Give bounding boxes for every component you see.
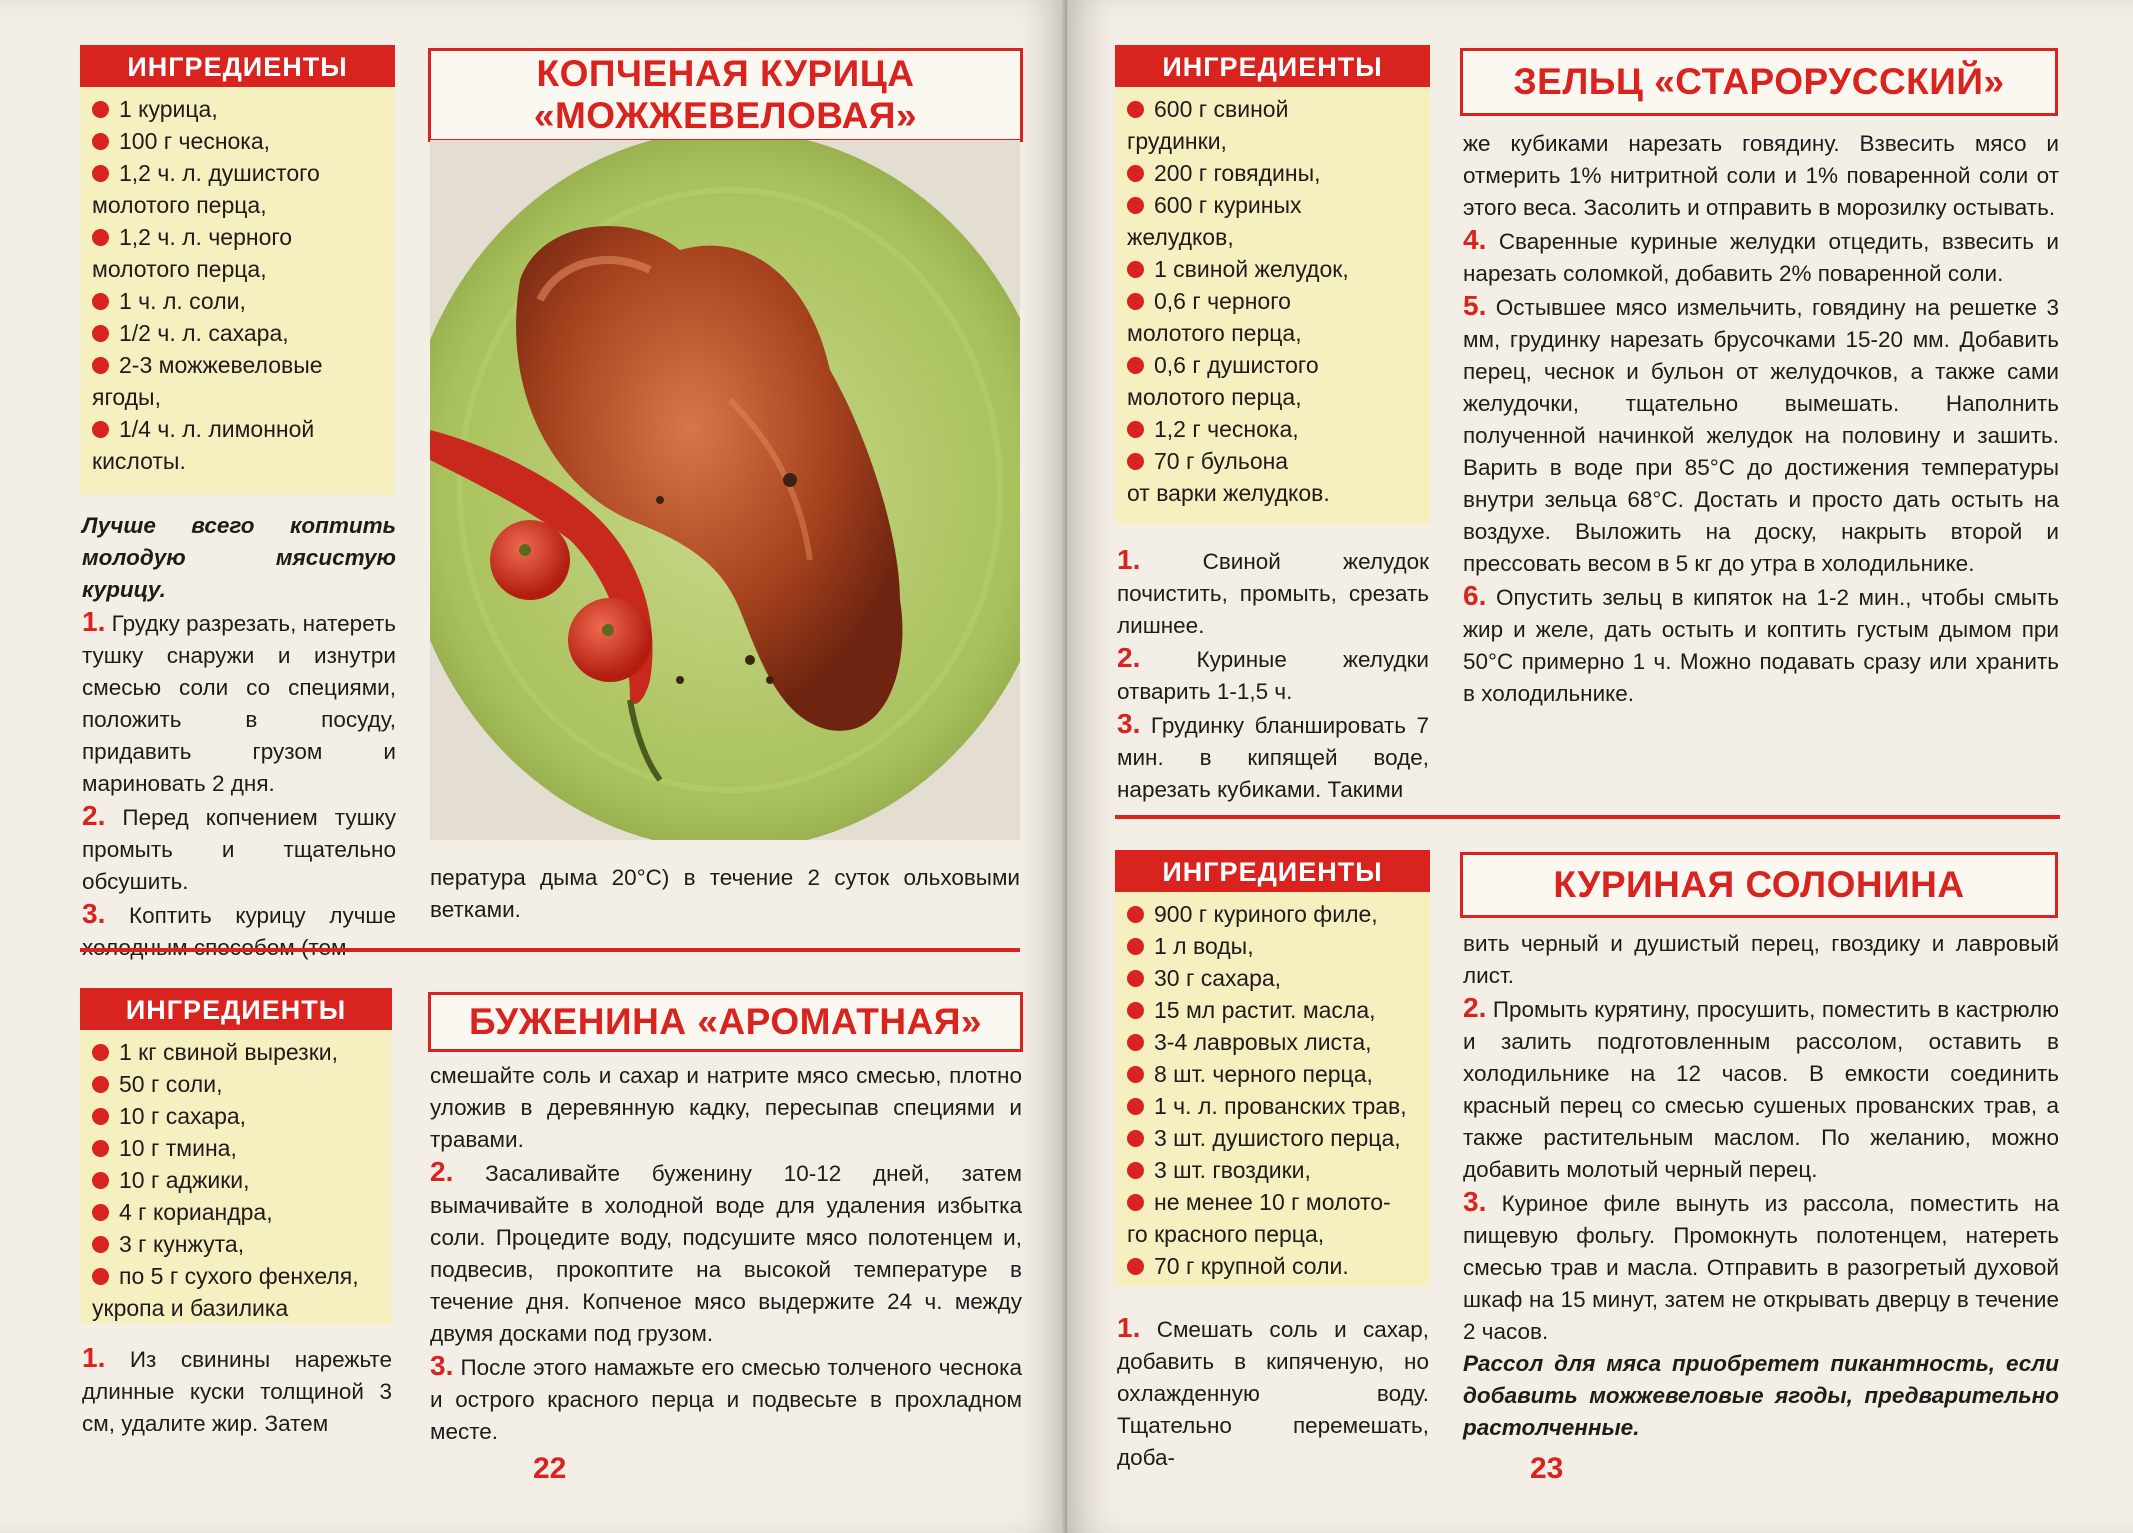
recipe-title-solonina: КУРИНАЯ СОЛОНИНА [1460, 852, 2058, 918]
ingredient-item: желудков, [1127, 224, 1234, 250]
bullet-icon [1127, 197, 1144, 214]
ingredient-item: 3 шт. гвоздики, [1127, 1154, 1430, 1186]
ingredient-item: 200 г говядины, [1127, 157, 1430, 189]
bullet-icon [1127, 1066, 1144, 1083]
ingredients-box-buzhenina [80, 988, 392, 1324]
recipe-text-buzhenina-left [82, 1342, 392, 1440]
ingredient-item: го красного перца, [1127, 1221, 1325, 1247]
bullet-icon [92, 101, 109, 118]
ingredient-item: от варки желудков. [1127, 480, 1330, 506]
ingredient-item: 1 кг свиной вырезки, [92, 1036, 392, 1068]
bullet-icon [1127, 261, 1144, 278]
ingredient-item: кислоты. [92, 448, 186, 474]
ingredients-list [1115, 892, 1430, 1282]
ingredient-item: 2-3 можжевеловые [92, 349, 395, 381]
ingredient-item: 3 г кунжута, [92, 1228, 392, 1260]
ingredient-item: 0,6 г душистого [1127, 349, 1430, 381]
ingredients-box-smoked-chicken [80, 45, 395, 495]
ingredient-item: 0,6 г черного [1127, 285, 1430, 317]
bullet-icon [1127, 1002, 1144, 1019]
ingredient-item: 1 ч. л. соли, [92, 285, 395, 317]
recipe-step: 3. Коптить курицу лучше [82, 898, 396, 929]
ingredient-item: молотого перца, [1127, 384, 1302, 410]
ingredients-header: ИНГРЕДИЕНТЫ [80, 988, 392, 1030]
ingredient-item: 100 г чеснока, [92, 125, 395, 157]
ingredient-item: 10 г аджики, [92, 1164, 392, 1196]
recipe-step: 2. Засаливайте буженину 10-12 дней, затем вымачивайте в холодной воде для удаления избытка соли. Процедите воду, подсушите мясо полотенцем и, подвесив, прокоптите на высокой температуре в течение дня. Копченое мясо выдержите 24 ч. между двумя досками под грузом. [430, 1156, 1022, 1346]
ingredient-item: 3 шт. душистого перца, [1127, 1122, 1430, 1154]
recipe-step: 1. Грудку разрезать, натереть тушку снаружи и изнутри смесью соли со специями, положить в посуду, придавить грузом и мариновать 2 дня. [82, 606, 396, 796]
bullet-icon [92, 1044, 109, 1061]
bullet-icon [1127, 1162, 1144, 1179]
bullet-icon [1127, 453, 1144, 470]
recipe-step: 1. Смешать соль и сахар, добавить в кипяченую, но охлажденную воду. Тщательно перемешать, доба- [1117, 1312, 1429, 1470]
ingredient-item: 1 свиной желудок, [1127, 253, 1430, 285]
recipe-note: Рассол для мяса приобретет пикантность, если добавить можжевеловые ягоды, предварительно растолченные. [1463, 1351, 2059, 1440]
ingredients-list [1115, 87, 1430, 509]
recipe-step: 3. Куриное филе вынуть из рассола, поместить на пищевую фольгу. Промокнуть полотенцем, натереть смесью трав и масла. Отправить в разогретый духовой шкаф на 15 минут, затем не открывать дверцу в течение 2 часов. [1463, 1186, 2059, 1344]
bullet-icon [92, 1108, 109, 1125]
ingredient-item: молотого перца, [1127, 320, 1302, 346]
ingredient-item: 8 шт. черного перца, [1127, 1058, 1430, 1090]
ingredient-item: 10 г тмина, [92, 1132, 392, 1164]
bullet-icon [92, 1236, 109, 1253]
bullet-icon [92, 357, 109, 374]
recipe-text-smoked-chicken-left [82, 510, 396, 964]
bullet-icon [92, 1076, 109, 1093]
chicken-plate-illustration [430, 140, 1020, 840]
ingredient-item: 1 ч. л. прованских трав, [1127, 1090, 1430, 1122]
bullet-icon [92, 1204, 109, 1221]
recipe-step: 4. Сваренные куриные желудки отцедить, взвесить и нарезать соломкой, добавить 2% поваренной соли. [1463, 224, 2059, 286]
recipe-step: 3. После этого намажьте его смесью толченого чеснока и острого красного перца и подвесьте в прохладном месте. [430, 1350, 1022, 1444]
section-divider [1115, 815, 2060, 819]
ingredient-item: 900 г куриного филе, [1127, 898, 1430, 930]
bullet-icon [1127, 165, 1144, 182]
recipe-title-zelts: ЗЕЛЬЦ «СТАРОРУССКИЙ» [1460, 48, 2058, 116]
bullet-icon [92, 1172, 109, 1189]
recipe-step: 5. Остывшее мясо измельчить, говядину на решетке 3 мм, грудинку нарезать брусочками 15-20 мм. Добавить перец, чеснок и бульон от желудочков, а также сами желудочки, тщательно вымешать. Наполнить полученной начинкой желудок на половину и зашить. Варить в воде при 85°С до достижения температуры внутри зельца 68°С. Достать и просто дать остыть на воздухе. Выложить на доску, накрыть второй и прессовать весом в 5 кг до утра в холодильнике. [1463, 290, 2059, 576]
recipe-step: 1. Из свинины нарежьте длинные куски толщиной 3 см, удалите жир. Затем [82, 1342, 392, 1436]
bullet-icon [1127, 357, 1144, 374]
recipe-text-solonina-right: вить черный и душистый перец, гвоздику и лавровый лист. 2. Промыть курятину, просушить, поместить в кастрюлю и залить подготовленным рассолом, оставить в холодильнике на 12 часов. В емкости соединить красный перец со смесью сушеных прованских трав, а также растительным маслом. По желанию, можно добавить молотый черный перец. 3. Куриное филе вынуть из рассола, поместить на пищевую фольгу. Промокнуть полотенцем, натереть смесью трав и масла. Отправить в разогретый духовой шкаф на 15 минут, затем не открывать дверцу в течение 2 часов. Рассол для мяса приобретет пикантность, если добавить можжевеловые ягоды, предварительно растолченные. [1463, 928, 2059, 1444]
ingredient-item: молотого перца, [92, 192, 267, 218]
ingredient-item: 50 г соли, [92, 1068, 392, 1100]
recipe-note: Лучше всего коптить молодую мясистую курицу. [82, 513, 396, 602]
bullet-icon [92, 1140, 109, 1157]
bullet-icon [92, 165, 109, 182]
ingredient-item: 15 мл растит. масла, [1127, 994, 1430, 1026]
ingredient-item: 1/2 ч. л. сахара, [92, 317, 395, 349]
bullet-icon [1127, 1194, 1144, 1211]
ingredient-item: укропа и базилика [92, 1295, 289, 1321]
recipe-text-zelts-right: же кубиками нарезать говядину. Взвесить мясо и отмерить 1% нитритной соли и 1% поваренной соли от этого веса. Засолить и отправить в морозилку остывать. 4. Сваренные куриные желудки отцедить, взвесить и нарезать соломкой, добавить 2% поваренной соли. 5. Остывшее мясо измельчить, говядину на решетке 3 мм, грудинку нарезать брусочками 15-20 мм. Добавить перец, чеснок и бульон от желудочков, а также сами желудочки, тщательно вымешать. Наполнить полученной начинкой желудок на половину и зашить. Варить в воде при 85°С до достижения температуры внутри зельца 68°С. Достать и просто дать остыть на воздухе. Выложить на доску, накрыть второй и прессовать весом в 5 кг до утра в холодильнике. 6. Опустить зельц в кипяток на 1-2 мин., чтобы смыть жир и желе, дать остыть и коптить густым дымом при 50°С примерно 1 ч. Можно подавать сразу или хранить в холодильнике. [1463, 128, 2059, 710]
ingredient-item: 1/4 ч. л. лимонной [92, 413, 395, 445]
section-divider [80, 948, 1020, 952]
ingredient-item: не менее 10 г молото- [1127, 1186, 1430, 1218]
recipe-step: 1. Свиной желудок почистить, промыть, срезать лишнее. [1117, 544, 1429, 638]
ingredient-item: 1 курица, [92, 93, 395, 125]
bullet-icon [1127, 293, 1144, 310]
bullet-icon [92, 229, 109, 246]
recipe-text-smoked-chicken-right: пература дыма 20°С) в течение 2 суток ольховыми ветками. [430, 865, 1020, 922]
bullet-icon [1127, 906, 1144, 923]
ingredient-item: 70 г бульона [1127, 445, 1430, 477]
ingredients-header: ИНГРЕДИЕНТЫ [80, 45, 395, 87]
ingredient-item: 70 г крупной соли. [1127, 1250, 1430, 1282]
bullet-icon [1127, 970, 1144, 987]
ingredients-list [80, 87, 395, 477]
ingredient-item: молотого перца, [92, 256, 267, 282]
bullet-icon [92, 293, 109, 310]
bullet-icon [1127, 1034, 1144, 1051]
right-page [1067, 0, 2133, 1533]
recipe-step: 2. Промыть курятину, просушить, поместить в кастрюлю и залить подготовленным рассолом, оставить в холодильнике на 12 часов. В емкости соединить красный перец со смесью сушеных прованских трав, а также растительным маслом. По желанию, можно добавить молотый черный перец. [1463, 992, 2059, 1182]
ingredients-header: ИНГРЕДИЕНТЫ [1115, 850, 1430, 892]
ingredient-item: 600 г свиной [1127, 93, 1430, 125]
ingredient-item: 1,2 ч. л. черного [92, 221, 395, 253]
ingredient-item: по 5 г сухого фенхеля, [92, 1260, 392, 1292]
recipe-text-buzhenina-right: смешайте соль и сахар и натрите мясо смесью, плотно уложив в деревянную кадку, пересыпав специями и травами. 2. Засаливайте буженину 10-12 дней, затем вымачивайте в холодной воде для удаления избытка соли. Процедите воду, подсушите мясо полотенцем и, подвесив, прокоптите на высокой температуре в течение дня. Копченое мясо выдержите 24 ч. между двумя досками под грузом. 3. После этого намажьте его смесью толченого чеснока и острого красного перца и подвесьте в прохладном месте. [430, 1060, 1022, 1448]
recipe-title-smoked-chicken: КОПЧЕНАЯ КУРИЦА «МОЖЖЕВЕЛОВАЯ» [428, 48, 1023, 142]
ingredients-box-solonina [1115, 850, 1430, 1286]
ingredients-header: ИНГРЕДИЕНТЫ [1115, 45, 1430, 87]
recipe-step: 2. Перед копчением тушку промыть и тщательно обсушить. [82, 800, 396, 894]
ingredient-item: грудинки, [1127, 128, 1227, 154]
recipe-text-zelts-left [1117, 544, 1429, 806]
bullet-icon [1127, 938, 1144, 955]
page-number: 22 [533, 1452, 567, 1485]
bullet-icon [1127, 101, 1144, 118]
bullet-icon [92, 325, 109, 342]
ingredient-item: 1,2 ч. л. душистого [92, 157, 395, 189]
bullet-icon [92, 1268, 109, 1285]
ingredient-item: ягоды, [92, 384, 161, 410]
ingredient-item: 10 г сахара, [92, 1100, 392, 1132]
left-page [0, 0, 1066, 1533]
bullet-icon [1127, 421, 1144, 438]
smoked-chicken-photo [430, 140, 1020, 840]
recipe-title-buzhenina: БУЖЕНИНА «АРОМАТНАЯ» [428, 992, 1023, 1052]
recipe-step: 3. Грудинку бланшировать 7 мин. в кипящей воде, нарезать кубиками. Такими [1117, 708, 1429, 802]
recipe-text-solonina-left [1117, 1312, 1429, 1474]
bullet-icon [92, 421, 109, 438]
bullet-icon [92, 133, 109, 150]
bullet-icon [1127, 1258, 1144, 1275]
ingredient-item: 1 л воды, [1127, 930, 1430, 962]
ingredient-item: 3-4 лавровых листа, [1127, 1026, 1430, 1058]
ingredient-item: 1,2 г чеснока, [1127, 413, 1430, 445]
bullet-icon [1127, 1130, 1144, 1147]
page-number: 23 [1530, 1452, 1564, 1485]
bullet-icon [1127, 1098, 1144, 1115]
ingredient-item: 30 г сахара, [1127, 962, 1430, 994]
ingredient-item: 600 г куриных [1127, 189, 1430, 221]
ingredient-item: 4 г кориандра, [92, 1196, 392, 1228]
recipe-step: 6. Опустить зельц в кипяток на 1-2 мин., чтобы смыть жир и желе, дать остыть и коптить густым дымом при 50°С примерно 1 ч. Можно подавать сразу или хранить в холодильнике. [1463, 580, 2059, 706]
ingredients-list [80, 1030, 392, 1324]
recipe-step: 2. Куриные желудки отварить 1-1,5 ч. [1117, 642, 1429, 704]
ingredients-box-zelts [1115, 45, 1430, 525]
